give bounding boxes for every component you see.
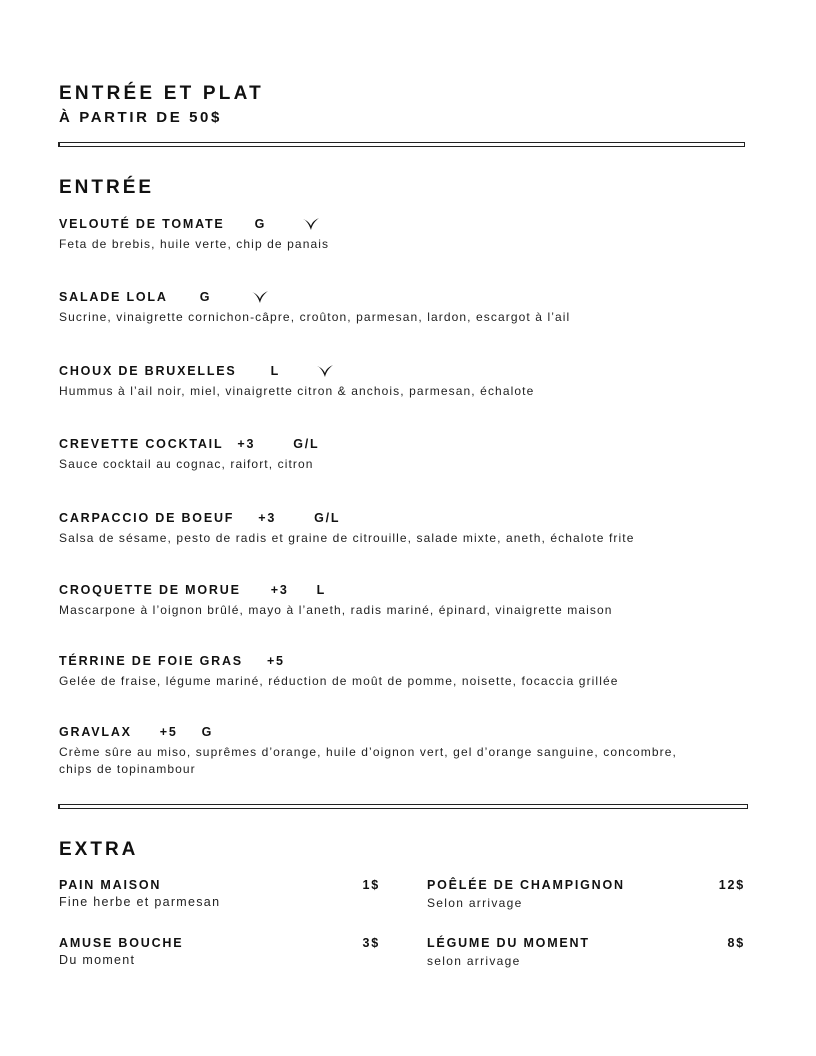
diet-tag: G: [199, 290, 212, 304]
menu-item: [59, 363, 759, 400]
extra-item: [427, 935, 745, 968]
diet-tag: L: [270, 364, 280, 378]
divider-top: [58, 142, 745, 147]
item-description: Salsa de sésame, pesto de radis et graine de citrouille, salade mixte, aneth, échalote frite: [59, 531, 635, 545]
diet-tag: G/L: [314, 511, 341, 525]
menu-item: [59, 582, 759, 619]
item-description: Hummus à l’ail noir, miel, vinaigrette citron & anchois, parmesan, échalote: [59, 384, 535, 398]
supplement-tag: +5: [266, 654, 285, 668]
extra-item: [59, 935, 380, 967]
section-title-extra: EXTRA: [59, 839, 139, 860]
diet-tag: L: [316, 583, 327, 597]
menu-item: [59, 510, 759, 547]
extra-item-name: POÊLÉE DE CHAMPIGNON: [427, 878, 625, 892]
supplement-tag: +3: [270, 583, 289, 597]
menu-title: ENTRÉE ET PLAT: [59, 83, 264, 104]
item-description: Feta de brebis, huile verte, chip de panais: [59, 237, 330, 251]
item-description: Sucrine, vinaigrette cornichon-câpre, croûton, parmesan, lardon, escargot à l’ail: [59, 310, 571, 324]
item-name: CARPACCIO DE BOEUF: [59, 511, 235, 525]
extra-item-description: Fine herbe et parmesan: [59, 895, 221, 909]
menu-price-subtitle: À PARTIR DE 50$: [59, 109, 222, 126]
diet-tag: G: [254, 217, 267, 231]
divider-bottom: [58, 804, 748, 809]
item-name: CHOUX DE BRUXELLES: [59, 364, 237, 378]
extra-item-description: selon arrivage: [427, 954, 521, 968]
supplement-tag: +3: [258, 511, 277, 525]
item-name: TÉRRINE DE FOIE GRAS: [59, 654, 243, 668]
menu-item: [59, 289, 759, 326]
item-description: Gelée de fraise, légume mariné, réduction de moût de pomme, noisette, focaccia grillée: [59, 674, 619, 688]
menu-item: [59, 216, 759, 253]
diet-tag: G: [201, 725, 214, 739]
menu-item: [59, 653, 759, 690]
menu-item: [59, 436, 759, 473]
extra-item-name: AMUSE BOUCHE: [59, 936, 184, 950]
diet-tag: G/L: [293, 437, 320, 451]
supplement-tag: +3: [237, 437, 256, 451]
extra-item-price: 8$: [727, 936, 745, 950]
extra-item-price: 1$: [362, 878, 380, 892]
section-title-entree: ENTRÉE: [59, 177, 155, 198]
supplement-tag: +5: [159, 725, 178, 739]
menu-item: [59, 724, 759, 778]
extra-item-description: Du moment: [59, 953, 136, 967]
leaf-icon: [251, 290, 269, 304]
item-name: CREVETTE COCKTAIL: [59, 437, 224, 451]
extra-item-price: 3$: [362, 936, 380, 950]
item-name: GRAVLAX: [59, 725, 132, 739]
extra-item-name: PAIN MAISON: [59, 878, 162, 892]
item-description: Crème sûre au miso, suprêmes d’orange, huile d’oignon vert, gel d’orange sanguine, concombre, chips de topinambour: [59, 745, 677, 776]
extra-item: [427, 877, 745, 910]
leaf-icon: [302, 217, 320, 231]
extra-item-price: 12$: [718, 878, 745, 892]
item-name: CROQUETTE DE MORUE: [59, 583, 241, 597]
item-name: VELOUTÉ DE TOMATE: [59, 217, 225, 231]
extra-item: [59, 877, 380, 909]
extra-item-name: LÉGUME DU MOMENT: [427, 936, 590, 950]
extra-item-description: Selon arrivage: [427, 896, 523, 910]
item-description: Mascarpone à l’oignon brûlé, mayo à l’aneth, radis mariné, épinard, vinaigrette maison: [59, 603, 613, 617]
item-name: SALADE LOLA: [59, 290, 168, 304]
leaf-icon: [316, 364, 334, 378]
item-description: Sauce cocktail au cognac, raifort, citron: [59, 457, 314, 471]
